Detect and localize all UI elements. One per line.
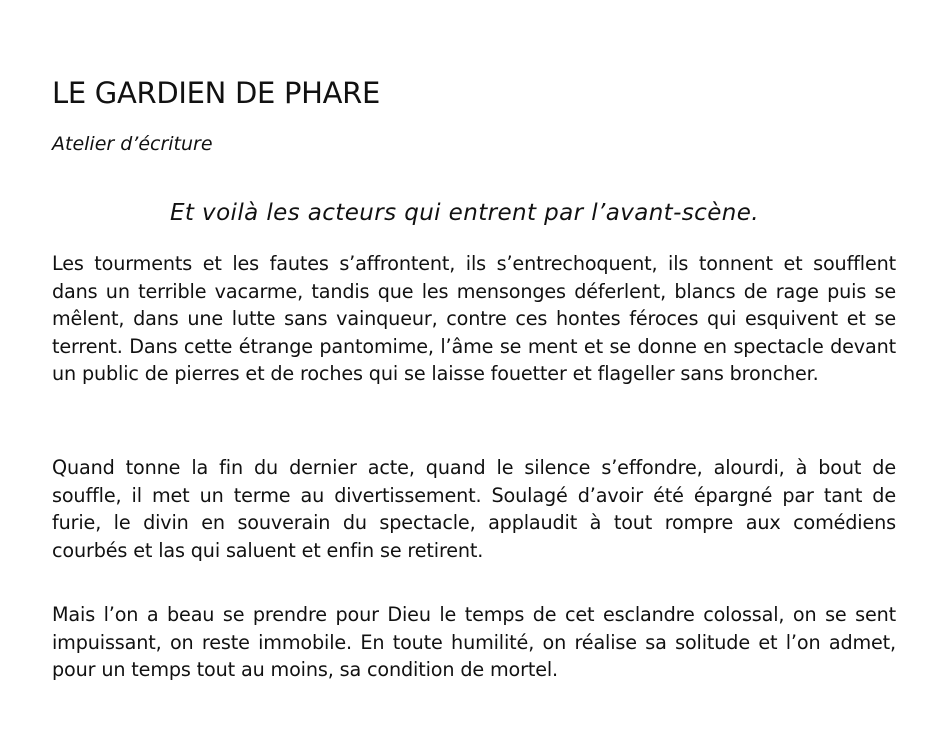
paragraph-3: Mais l’on a beau se prendre pour Dieu le temps de cet esclandre colossal, on se sent impuissant, on reste immobile. En toute humilité, on réalise sa solitude et l’on admet, pour un temps tout au moins, sa condition de mortel. xyxy=(52,603,896,682)
paragraph-2: Quand tonne la fin du dernier acte, quand le silence s’effondre, alourdi, à bout de souffle, il met un terme au divertissement. Soulagé d’avoir été épargné par tant de furie, le divin en souverain du spectacle, applaudit à tout rompre aux comédiens courbés et las qui saluent et enfin se retirent. xyxy=(52,456,896,562)
document-subtitle: Atelier d’écriture xyxy=(52,133,213,155)
epigraph: Et voilà les acteurs qui entrent par l’avant-scène. xyxy=(170,200,760,226)
document-title: LE GARDIEN DE PHARE xyxy=(52,76,381,110)
paragraph-1: Les tourments et les fautes s’affrontent, ils s’entrechoquent, ils tonnent et soufflent dans un terrible vacarme, tandis que les mensonges déferlent, blancs de rage puis se mêlent, dans une lutte sans vainqueur, contre ces hontes féroces qui esquivent et se terrent. Dans cette étrange pantomime, l’âme se ment et se donne en spectacle devant un public de pierres et de roches qui se laisse fouetter et flageller sans broncher. xyxy=(52,252,896,386)
